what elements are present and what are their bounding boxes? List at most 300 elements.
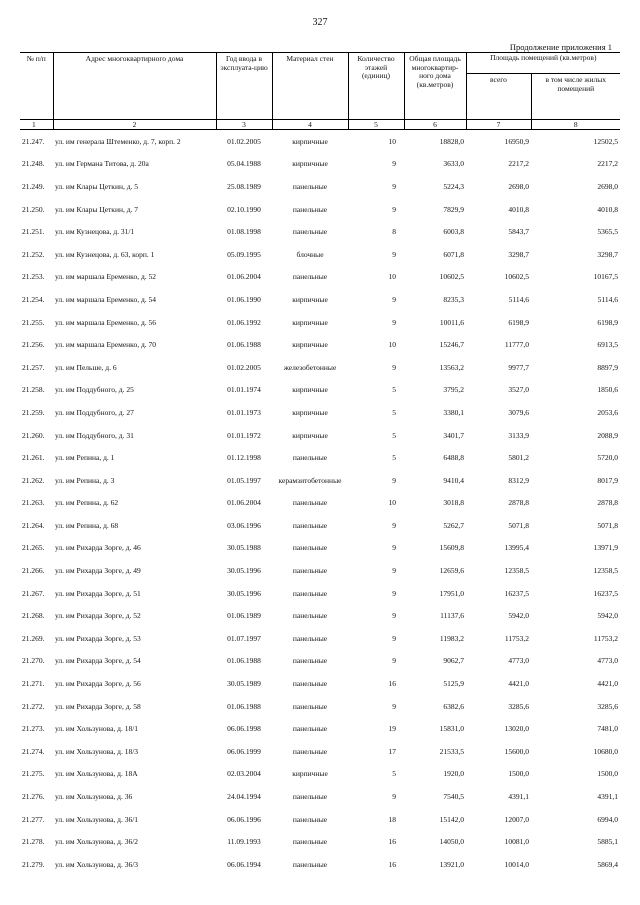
row-total-area: 3633,0 bbox=[443, 159, 464, 169]
row-residential-area: 5869,4 bbox=[597, 859, 619, 869]
table-row bbox=[20, 830, 620, 853]
row-residential-area: 5885,1 bbox=[597, 837, 619, 847]
row-year: 01.06.1990 bbox=[227, 294, 261, 304]
row-year: 01.06.2004 bbox=[227, 498, 261, 508]
row-address: ул. им Германа Титова, д. 20а bbox=[55, 159, 149, 169]
row-number: 21.278. bbox=[22, 837, 45, 847]
table-row bbox=[20, 153, 620, 176]
row-year: 01.12.1998 bbox=[227, 453, 261, 463]
row-address: ул. им Рихарда Зорге, д. 52 bbox=[55, 611, 141, 621]
row-premises-all: 13020,0 bbox=[504, 724, 529, 734]
row-total-area: 5262,7 bbox=[443, 520, 464, 530]
row-material: панельные bbox=[292, 520, 328, 530]
row-residential-area: 5942,0 bbox=[597, 611, 619, 621]
row-premises-all: 6198,9 bbox=[508, 317, 529, 327]
row-year: 01.01.1974 bbox=[227, 385, 261, 395]
column-number: 7 bbox=[466, 120, 531, 130]
row-material: панельные bbox=[292, 814, 328, 824]
row-total-area: 15831,0 bbox=[439, 724, 464, 734]
row-number: 21.258. bbox=[22, 385, 45, 395]
row-total-area: 17951,0 bbox=[439, 588, 464, 598]
row-premises-all: 2698,0 bbox=[508, 181, 529, 191]
row-floors: 16 bbox=[388, 679, 396, 689]
row-floors: 5 bbox=[392, 453, 396, 463]
table-row bbox=[20, 582, 620, 605]
row-residential-area: 12358,5 bbox=[593, 566, 619, 576]
row-total-area: 3795,2 bbox=[443, 385, 464, 395]
row-premises-all: 16950,9 bbox=[504, 136, 529, 146]
housing-table bbox=[20, 52, 620, 876]
row-material: панельные bbox=[292, 837, 328, 847]
row-floors: 9 bbox=[392, 656, 396, 666]
row-premises-all: 3133,9 bbox=[508, 430, 529, 440]
row-total-area: 5125,9 bbox=[443, 679, 464, 689]
table-row bbox=[20, 537, 620, 560]
table-row bbox=[20, 266, 620, 289]
continuation-note: Продолжение приложения 1 bbox=[509, 42, 612, 52]
row-material: панельные bbox=[292, 453, 328, 463]
row-material: панельные bbox=[292, 204, 328, 214]
row-material: панельные bbox=[292, 611, 328, 621]
row-year: 25.08.1989 bbox=[227, 181, 261, 191]
row-premises-all: 11777,0 bbox=[504, 340, 529, 350]
row-floors: 16 bbox=[388, 837, 396, 847]
row-address: ул. им Рихарда Зорге, д. 53 bbox=[55, 633, 141, 643]
header-residential: в том числе жилых помещений bbox=[531, 74, 620, 120]
table-row bbox=[20, 604, 620, 627]
row-number: 21.264. bbox=[22, 520, 45, 530]
row-floors: 18 bbox=[388, 814, 396, 824]
row-total-area: 15246,7 bbox=[439, 340, 464, 350]
column-number: 1 bbox=[20, 120, 53, 130]
row-premises-all: 15600,0 bbox=[504, 746, 529, 756]
row-material: панельные bbox=[292, 656, 328, 666]
row-address: ул. им Рихарда Зорге, д. 56 bbox=[55, 679, 141, 689]
row-material: панельные bbox=[292, 859, 328, 869]
row-number: 21.248. bbox=[22, 159, 45, 169]
row-material: кирпичные bbox=[292, 430, 328, 440]
row-total-area: 3380,1 bbox=[443, 407, 464, 417]
table-row bbox=[20, 220, 620, 243]
row-material: кирпичные bbox=[292, 407, 328, 417]
row-year: 30.05.1996 bbox=[227, 566, 261, 576]
row-residential-area: 5114,6 bbox=[597, 294, 619, 304]
row-address: ул. им Хользунова, д. 18А bbox=[55, 769, 138, 779]
row-address: ул. им Клары Цеткин, д. 5 bbox=[55, 181, 139, 191]
table-row bbox=[20, 785, 620, 808]
table-row bbox=[20, 356, 620, 379]
row-number: 21.262. bbox=[22, 475, 45, 485]
row-year: 05.04.1988 bbox=[227, 159, 261, 169]
row-premises-all: 10602,5 bbox=[504, 272, 529, 282]
row-material: панельные bbox=[292, 227, 328, 237]
row-floors: 9 bbox=[392, 792, 396, 802]
row-floors: 9 bbox=[392, 317, 396, 327]
row-floors: 16 bbox=[388, 859, 396, 869]
column-number: 4 bbox=[272, 120, 348, 130]
row-year: 11.09.1993 bbox=[227, 837, 261, 847]
row-floors: 9 bbox=[392, 159, 396, 169]
table-row bbox=[20, 243, 620, 266]
row-residential-area: 13971,9 bbox=[593, 543, 619, 553]
row-address: ул. им Рихарда Зорге, д. 54 bbox=[55, 656, 141, 666]
row-material: панельные bbox=[292, 701, 328, 711]
row-total-area: 12659,6 bbox=[439, 566, 464, 576]
row-floors: 9 bbox=[392, 249, 396, 259]
row-floors: 10 bbox=[388, 498, 396, 508]
row-year: 01.05.1997 bbox=[227, 475, 261, 485]
row-residential-area: 6913,5 bbox=[597, 340, 619, 350]
row-total-area: 11983,2 bbox=[439, 633, 464, 643]
row-number: 21.257. bbox=[22, 362, 45, 372]
table-row bbox=[20, 288, 620, 311]
table-row bbox=[20, 808, 620, 831]
row-material: панельные bbox=[292, 679, 328, 689]
row-number: 21.254. bbox=[22, 294, 45, 304]
row-year: 01.01.1973 bbox=[227, 407, 261, 417]
row-year: 01.06.1988 bbox=[227, 656, 261, 666]
row-number: 21.276. bbox=[22, 792, 45, 802]
row-total-area: 15142,0 bbox=[439, 814, 464, 824]
row-premises-all: 4391,1 bbox=[508, 792, 529, 802]
row-premises-all: 13995,4 bbox=[504, 543, 529, 553]
row-address: ул. им маршала Еременко, д. 56 bbox=[55, 317, 157, 327]
row-address: ул. им Поддубного, д. 25 bbox=[55, 385, 134, 395]
row-address: ул. им Поддубного, д. 31 bbox=[55, 430, 134, 440]
table-row bbox=[20, 175, 620, 198]
row-year: 01.06.2004 bbox=[227, 272, 261, 282]
row-year: 01.01.1972 bbox=[227, 430, 261, 440]
row-total-area: 8235,3 bbox=[443, 294, 464, 304]
row-floors: 9 bbox=[392, 633, 396, 643]
row-total-area: 13921,0 bbox=[439, 859, 464, 869]
row-floors: 8 bbox=[392, 227, 396, 237]
row-year: 06.06.1994 bbox=[227, 859, 261, 869]
row-material: кирпичные bbox=[292, 340, 328, 350]
row-premises-all: 2878,8 bbox=[508, 498, 529, 508]
row-address: ул. им маршала Еременко, д. 54 bbox=[55, 294, 157, 304]
table-body bbox=[20, 130, 620, 876]
row-year: 01.06.1988 bbox=[227, 340, 261, 350]
row-address: ул. им Клары Цеткин, д. 7 bbox=[55, 204, 139, 214]
row-premises-all: 9977,7 bbox=[508, 362, 529, 372]
table-row bbox=[20, 446, 620, 469]
row-total-area: 7829,9 bbox=[443, 204, 464, 214]
row-floors: 9 bbox=[392, 520, 396, 530]
row-total-area: 3401,7 bbox=[443, 430, 464, 440]
row-residential-area: 1500,0 bbox=[597, 769, 619, 779]
row-number: 21.260. bbox=[22, 430, 45, 440]
row-premises-all: 4421,0 bbox=[508, 679, 529, 689]
row-premises-all: 5801,2 bbox=[508, 453, 529, 463]
row-year: 06.06.1996 bbox=[227, 814, 261, 824]
row-address: ул. им Кузнецова, д. 63, корп. 1 bbox=[55, 249, 155, 259]
row-number: 21.249. bbox=[22, 181, 45, 191]
row-address: ул. им маршала Еременко, д. 52 bbox=[55, 272, 157, 282]
row-premises-all: 12007,0 bbox=[504, 814, 529, 824]
row-number: 21.267. bbox=[22, 588, 45, 598]
table-row bbox=[20, 559, 620, 582]
row-floors: 9 bbox=[392, 294, 396, 304]
row-number: 21.253. bbox=[22, 272, 45, 282]
row-address: ул. им Рихарда Зорге, д. 51 bbox=[55, 588, 141, 598]
row-address: ул. им Хользунова, д. 18/3 bbox=[55, 746, 139, 756]
row-number: 21.247. bbox=[22, 136, 45, 146]
row-year: 01.02.2005 bbox=[227, 362, 261, 372]
row-floors: 9 bbox=[392, 543, 396, 553]
row-address: ул. им Рихарда Зорге, д. 58 bbox=[55, 701, 141, 711]
row-number: 21.279. bbox=[22, 859, 45, 869]
row-number: 21.274. bbox=[22, 746, 45, 756]
row-total-area: 14050,0 bbox=[439, 837, 464, 847]
row-floors: 9 bbox=[392, 611, 396, 621]
row-premises-all: 8312,9 bbox=[508, 475, 529, 485]
header-premises-area: Площадь помещений (кв.метров) bbox=[466, 53, 620, 74]
row-premises-all: 11753,2 bbox=[504, 633, 529, 643]
row-year: 06.06.1998 bbox=[227, 724, 261, 734]
row-residential-area: 11753,2 bbox=[593, 633, 619, 643]
row-total-area: 10602,5 bbox=[439, 272, 464, 282]
row-year: 24.04.1994 bbox=[227, 792, 261, 802]
row-number: 21.266. bbox=[22, 566, 45, 576]
row-total-area: 5224,3 bbox=[443, 181, 464, 191]
header-year: Год ввода в эксплуата-цию bbox=[216, 53, 272, 120]
row-residential-area: 2217,2 bbox=[597, 159, 619, 169]
column-number: 8 bbox=[531, 120, 620, 130]
row-address: ул. им маршала Еременко, д. 70 bbox=[55, 340, 157, 350]
table-row bbox=[20, 379, 620, 402]
row-premises-all: 3527,0 bbox=[508, 385, 529, 395]
row-number: 21.251. bbox=[22, 227, 45, 237]
column-number: 2 bbox=[53, 120, 216, 130]
table-row bbox=[20, 130, 620, 153]
row-number: 21.271. bbox=[22, 679, 45, 689]
row-address: ул. им Поддубного, д. 27 bbox=[55, 407, 134, 417]
row-number: 21.265. bbox=[22, 543, 45, 553]
row-year: 01.06.1992 bbox=[227, 317, 261, 327]
row-number: 21.259. bbox=[22, 407, 45, 417]
row-address: ул. им Рихарда Зорге, д. 49 bbox=[55, 566, 141, 576]
row-number: 21.277. bbox=[22, 814, 45, 824]
row-residential-area: 4421,0 bbox=[597, 679, 619, 689]
row-total-area: 1920,0 bbox=[443, 769, 464, 779]
row-year: 01.08.1998 bbox=[227, 227, 261, 237]
row-premises-all: 5071,8 bbox=[508, 520, 529, 530]
row-floors: 10 bbox=[388, 272, 396, 282]
table-row bbox=[20, 740, 620, 763]
row-number: 21.256. bbox=[22, 340, 45, 350]
row-material: панельные bbox=[292, 746, 328, 756]
row-year: 02.10.1990 bbox=[227, 204, 261, 214]
row-number: 21.255. bbox=[22, 317, 45, 327]
table-row bbox=[20, 492, 620, 515]
row-residential-area: 4391,1 bbox=[597, 792, 619, 802]
row-floors: 19 bbox=[388, 724, 396, 734]
row-total-area: 21533,5 bbox=[439, 746, 464, 756]
row-residential-area: 8897,9 bbox=[597, 362, 619, 372]
row-floors: 5 bbox=[392, 407, 396, 417]
row-address: ул. им Репина, д. 1 bbox=[55, 453, 115, 463]
row-total-area: 7540,5 bbox=[443, 792, 464, 802]
row-residential-area: 5720,0 bbox=[597, 453, 619, 463]
row-number: 21.269. bbox=[22, 633, 45, 643]
row-floors: 5 bbox=[392, 769, 396, 779]
row-total-area: 15609,8 bbox=[439, 543, 464, 553]
row-number: 21.261. bbox=[22, 453, 45, 463]
row-total-area: 6003,8 bbox=[443, 227, 464, 237]
page-number: 327 bbox=[312, 17, 328, 28]
row-floors: 9 bbox=[392, 475, 396, 485]
row-year: 05.09.1995 bbox=[227, 249, 261, 259]
row-premises-all: 5114,6 bbox=[508, 294, 529, 304]
table-row bbox=[20, 469, 620, 492]
row-material: кирпичные bbox=[292, 385, 328, 395]
row-residential-area: 5071,8 bbox=[597, 520, 619, 530]
row-residential-area: 4010,8 bbox=[597, 204, 619, 214]
row-residential-area: 3285,6 bbox=[597, 701, 619, 711]
row-address: ул. им генерала Штеменко, д. 7, корп. 2 bbox=[55, 136, 181, 146]
row-year: 01.07.1997 bbox=[227, 633, 261, 643]
row-residential-area: 10680,0 bbox=[593, 746, 619, 756]
row-number: 21.272. bbox=[22, 701, 45, 711]
row-total-area: 11137,6 bbox=[440, 611, 464, 621]
table-row bbox=[20, 401, 620, 424]
row-address: ул. им Хользунова, д. 36 bbox=[55, 792, 133, 802]
row-material: панельные bbox=[292, 724, 328, 734]
header-all: всего bbox=[466, 74, 531, 120]
row-address: ул. им Кузнецова, д. 31/1 bbox=[55, 227, 135, 237]
table-row bbox=[20, 514, 620, 537]
row-address: ул. им Хользунова, д. 36/3 bbox=[55, 859, 139, 869]
row-residential-area: 2088,9 bbox=[597, 430, 619, 440]
row-residential-area: 2878,8 bbox=[597, 498, 619, 508]
row-material: панельные bbox=[292, 543, 328, 553]
row-floors: 9 bbox=[392, 181, 396, 191]
row-material: железобетонные bbox=[283, 362, 337, 372]
row-year: 30.05.1988 bbox=[227, 543, 261, 553]
row-floors: 5 bbox=[392, 385, 396, 395]
row-floors: 17 bbox=[388, 746, 396, 756]
row-premises-all: 3298,7 bbox=[508, 249, 529, 259]
row-premises-all: 2217,2 bbox=[508, 159, 529, 169]
column-number: 6 bbox=[404, 120, 466, 130]
row-material: панельные bbox=[292, 566, 328, 576]
row-floors: 9 bbox=[392, 566, 396, 576]
row-number: 21.270. bbox=[22, 656, 45, 666]
header-total-area: Общая площадь многоквартир-ного дома (кв.метров) bbox=[404, 53, 466, 120]
row-address: ул. им Репина, д. 68 bbox=[55, 520, 119, 530]
table-row bbox=[20, 198, 620, 221]
row-material: керамзитобетонные bbox=[278, 475, 342, 485]
row-number: 21.275. bbox=[22, 769, 45, 779]
row-floors: 9 bbox=[392, 701, 396, 711]
row-total-area: 10011,6 bbox=[439, 317, 464, 327]
row-number: 21.252. bbox=[22, 249, 45, 259]
row-year: 01.02.2005 bbox=[227, 136, 261, 146]
row-residential-area: 8017,9 bbox=[597, 475, 619, 485]
row-material: кирпичные bbox=[292, 317, 328, 327]
row-number: 21.273. bbox=[22, 724, 45, 734]
row-year: 03.06.1996 bbox=[227, 520, 261, 530]
row-address: ул. им Репина, д. 62 bbox=[55, 498, 119, 508]
row-number: 21.268. bbox=[22, 611, 45, 621]
column-number: 3 bbox=[216, 120, 272, 130]
header-num: № п/п bbox=[20, 53, 53, 120]
table-row bbox=[20, 311, 620, 334]
row-premises-all: 16237,5 bbox=[504, 588, 529, 598]
row-material: панельные bbox=[292, 792, 328, 802]
row-year: 30.05.1996 bbox=[227, 588, 261, 598]
row-year: 30.05.1989 bbox=[227, 679, 261, 689]
row-year: 02.03.2004 bbox=[227, 769, 261, 779]
row-address: ул. им Хользунова, д. 36/2 bbox=[55, 837, 139, 847]
row-number: 21.263. bbox=[22, 498, 45, 508]
row-material: панельные bbox=[292, 588, 328, 598]
header-address: Адрес многоквартирного дома bbox=[53, 53, 216, 120]
row-premises-all: 10014,0 bbox=[504, 859, 529, 869]
header-floors: Количество этажей (единиц) bbox=[348, 53, 404, 120]
table-row bbox=[20, 333, 620, 356]
row-residential-area: 2053,6 bbox=[597, 407, 619, 417]
row-total-area: 6488,8 bbox=[443, 453, 464, 463]
row-residential-area: 5365,5 bbox=[597, 227, 619, 237]
row-address: ул. им Хользунова, д. 18/1 bbox=[55, 724, 139, 734]
row-material: блочные bbox=[296, 249, 324, 259]
table-row bbox=[20, 717, 620, 740]
row-residential-area: 10167,5 bbox=[593, 272, 619, 282]
row-premises-all: 12358,5 bbox=[504, 566, 529, 576]
row-floors: 9 bbox=[392, 362, 396, 372]
table-row bbox=[20, 650, 620, 673]
row-address: ул. им Рихарда Зорге, д. 46 bbox=[55, 543, 141, 553]
row-premises-all: 4010,8 bbox=[508, 204, 529, 214]
row-year: 06.06.1999 bbox=[227, 746, 261, 756]
table-row bbox=[20, 695, 620, 718]
row-residential-area: 16237,5 bbox=[593, 588, 619, 598]
row-total-area: 9062,7 bbox=[443, 656, 464, 666]
column-number: 5 bbox=[348, 120, 404, 130]
table-row bbox=[20, 627, 620, 650]
row-number: 21.250. bbox=[22, 204, 45, 214]
row-total-area: 6382,6 bbox=[443, 701, 464, 711]
row-floors: 5 bbox=[392, 430, 396, 440]
table-row bbox=[20, 763, 620, 786]
row-material: кирпичные bbox=[292, 136, 328, 146]
row-floors: 10 bbox=[388, 136, 396, 146]
row-total-area: 3018,8 bbox=[443, 498, 464, 508]
row-year: 01.06.1988 bbox=[227, 701, 261, 711]
header-material: Материал стен bbox=[272, 53, 348, 120]
row-residential-area: 6198,9 bbox=[597, 317, 619, 327]
row-residential-area: 7481,0 bbox=[597, 724, 619, 734]
row-address: ул. им Хользунова, д. 36/1 bbox=[55, 814, 139, 824]
row-floors: 9 bbox=[392, 204, 396, 214]
row-residential-area: 3298,7 bbox=[597, 249, 619, 259]
row-floors: 10 bbox=[388, 340, 396, 350]
row-material: панельные bbox=[292, 498, 328, 508]
table-row bbox=[20, 424, 620, 447]
row-floors: 9 bbox=[392, 588, 396, 598]
row-total-area: 13563,2 bbox=[439, 362, 464, 372]
row-residential-area: 2698,0 bbox=[597, 181, 619, 191]
row-material: кирпичные bbox=[292, 159, 328, 169]
row-residential-area: 1850,6 bbox=[597, 385, 619, 395]
row-address: ул. им Репина, д. 3 bbox=[55, 475, 115, 485]
row-material: панельные bbox=[292, 633, 328, 643]
row-premises-all: 1500,0 bbox=[508, 769, 529, 779]
table-row bbox=[20, 853, 620, 876]
column-number-row bbox=[20, 120, 620, 130]
